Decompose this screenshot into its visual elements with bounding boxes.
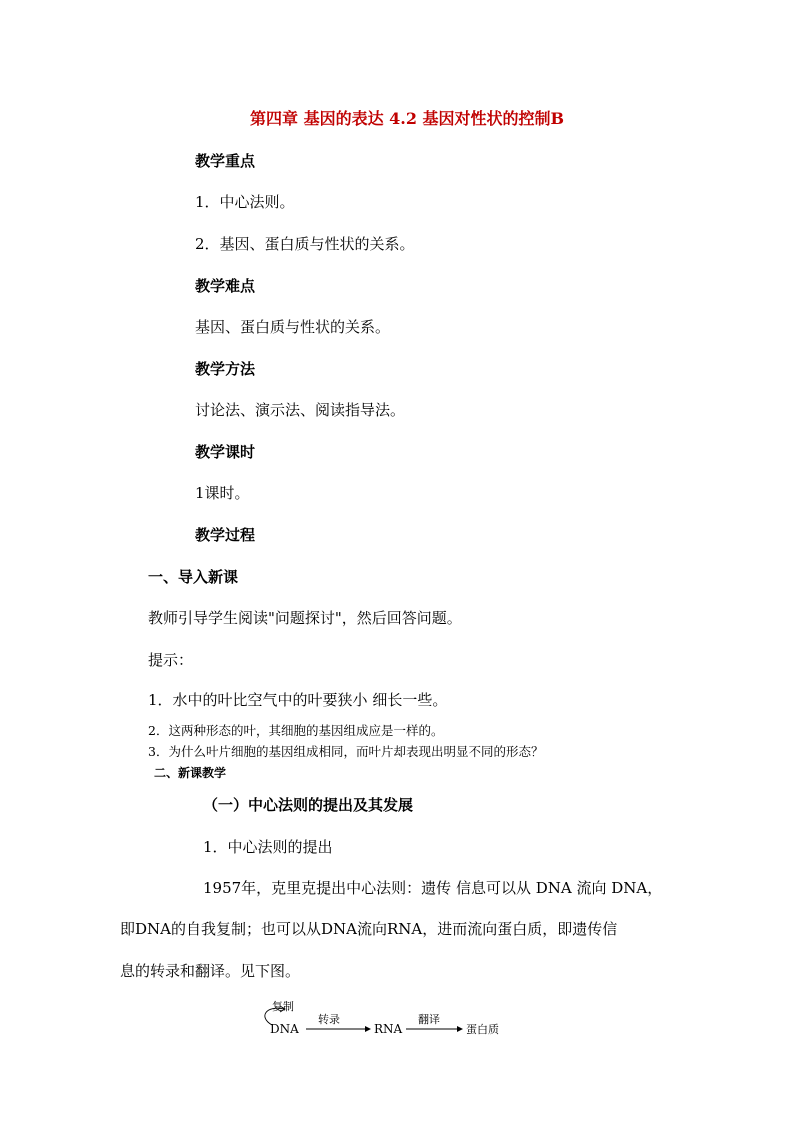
process-heading: 教学过程 [195,526,256,544]
hours-text: 1课时。 [195,484,250,502]
methods-text: 讨论法、演示法、阅读指导法。 [195,401,406,419]
part2-sub-heading: （一）中心法则的提出及其发展 [203,796,414,814]
paragraph-line: 息的转录和翻译。见下图。 [120,962,301,980]
methods-heading: 教学方法 [195,360,256,378]
transcription-arrowhead [365,1026,371,1032]
replication-label: 复制 [272,1000,294,1013]
key-point-item: 1．中心法则。 [195,193,295,211]
central-dogma-diagram [258,995,518,1045]
hours-heading: 教学课时 [195,443,256,461]
paragraph-line: 1957年，克里克提出中心法则：遗传 信息可以从 DNA 流向 DNA， [203,879,663,897]
part2-item1: 1．中心法则的提出 [203,838,333,856]
translation-label: 翻译 [418,1013,440,1026]
hint-label: 提示： [148,651,194,669]
hint-item: 3．为什么叶片细胞的基因组成相同，而叶片却表现出明显不同的形态？ [148,744,544,759]
key-point-item: 2．基因、蛋白质与性状的关系。 [195,235,415,253]
dna-label: DNA [270,1022,299,1036]
difficulties-heading: 教学难点 [195,277,256,295]
key-points-heading: 教学重点 [195,152,256,170]
paragraph-line: 即DNA的自我复制；也可以从DNA流向RNA，进而流向蛋白质，即遗传信 [120,920,618,938]
part1-intro: 教师引导学生阅读"问题探讨"，然后回答问题。 [148,609,462,627]
translation-arrowhead [457,1026,463,1032]
transcription-label: 转录 [318,1013,340,1026]
protein-label: 蛋白质 [466,1023,499,1036]
part1-heading: 一、导入新课 [148,568,239,586]
rna-label: RNA [374,1022,403,1036]
page-title: 第四章 基因的表达 4.2 基因对性状的控制B [250,109,565,128]
difficulties-text: 基因、蛋白质与性状的关系。 [195,318,391,336]
hint-item: 2．这两种形态的叶，其细胞的基因组成应是一样的。 [148,723,444,738]
hint-item: 1．水中的叶比空气中的叶要狭小 细长一些。 [148,691,448,709]
part2-heading: 二、新课教学 [154,766,227,780]
